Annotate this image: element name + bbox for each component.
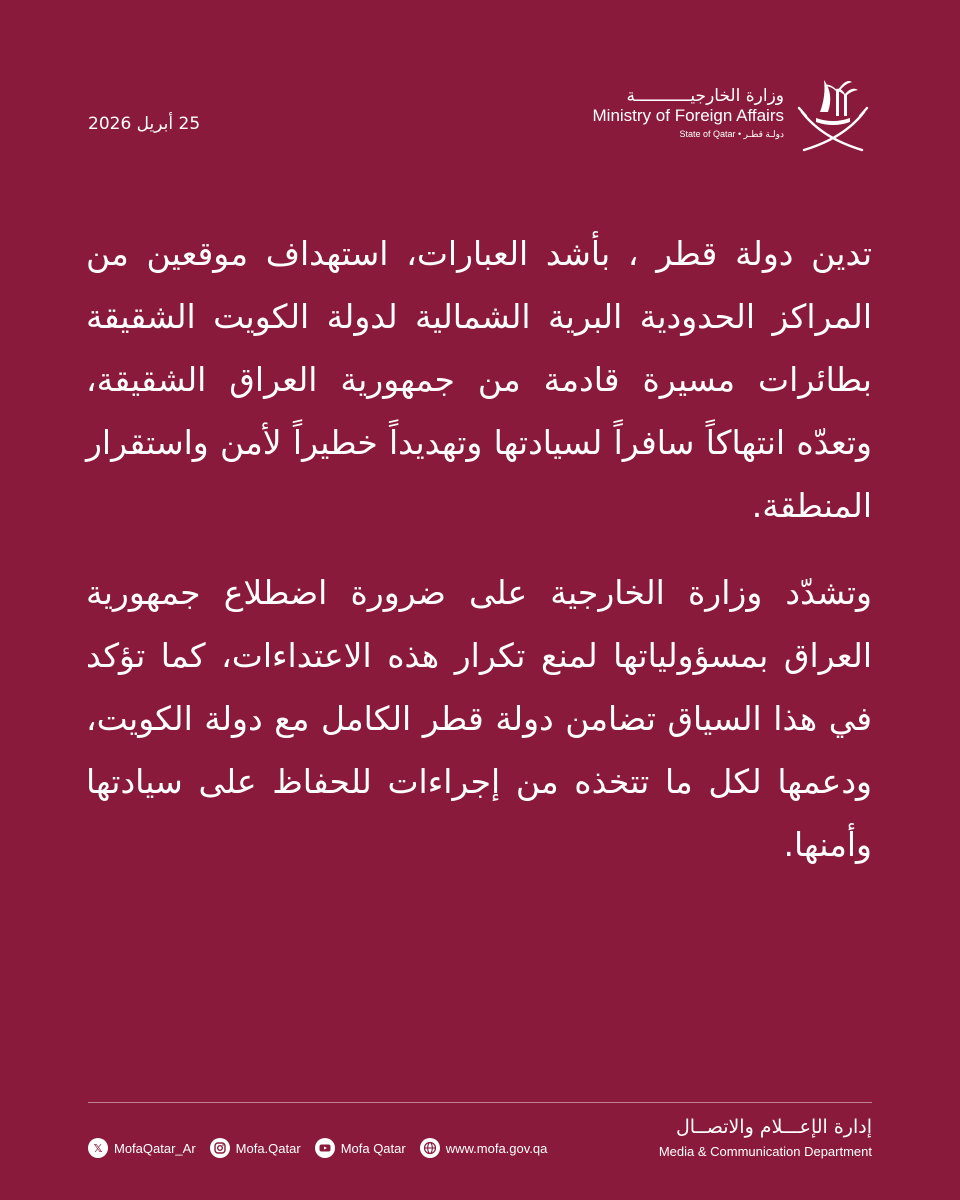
social-link-x[interactable] xyxy=(88,1138,196,1158)
social-label: Mofa Qatar xyxy=(340,1140,406,1156)
youtube-icon xyxy=(315,1138,335,1158)
x-icon: 𝕏 xyxy=(88,1138,108,1158)
department-name-ar: إدارة الإعـــلام والاتصــال xyxy=(675,1116,872,1138)
statement-body xyxy=(86,222,872,900)
state-of-qatar-line: State of Qatar • دولـة قطـر xyxy=(679,128,784,139)
social-label: Mofa.Qatar xyxy=(235,1140,301,1156)
social-label: www.mofa.gov.qa xyxy=(445,1140,548,1156)
department-signature xyxy=(659,1116,872,1159)
social-link-instagram[interactable] xyxy=(210,1138,301,1158)
statement-paragraph-1: تدين دولة قطر ، بأشد العبارات، استهداف موقعين من المراكز الحدودية البرية الشمالية لدولة الكويت الشقيقة بطائرات مسيرة قادمة من جمهورية العراق الشقيقة، وتعدّه انتهاكاً سافراً لسيادتها وتهديداً خطيراً لأمن واستقرار المنطقة. xyxy=(86,234,872,525)
qatar-emblem-icon xyxy=(794,72,872,154)
footer-divider xyxy=(88,1102,872,1103)
globe-icon xyxy=(420,1138,440,1158)
post-date: 25 أبريل 2026 xyxy=(88,114,201,134)
social-link-website[interactable] xyxy=(420,1138,548,1158)
ministry-name-en: Ministry of Foreign Affairs xyxy=(592,106,784,126)
instagram-icon xyxy=(210,1138,230,1158)
statement-paragraph-2: وتشدّد وزارة الخارجية على ضرورة اضطلاع جمهورية العراق بمسؤولياتها لمنع تكرار هذه الاعتداءات، كما تؤكد في هذا السياق تضامن دولة قطر الكامل مع دولة الكويت، ودعمها لكل ما تتخذه من إجراءات للحفاظ على سيادتها وأمنها. xyxy=(86,573,872,864)
social-link-youtube[interactable] xyxy=(315,1138,406,1158)
social-links xyxy=(88,1138,547,1158)
department-name-en: Media & Communication Department xyxy=(658,1144,872,1159)
ministry-name-ar: وزارة الخارجيـــــــــــة xyxy=(626,85,784,106)
social-label: MofaQatar_Ar xyxy=(114,1140,196,1156)
ministry-logo xyxy=(593,72,872,154)
